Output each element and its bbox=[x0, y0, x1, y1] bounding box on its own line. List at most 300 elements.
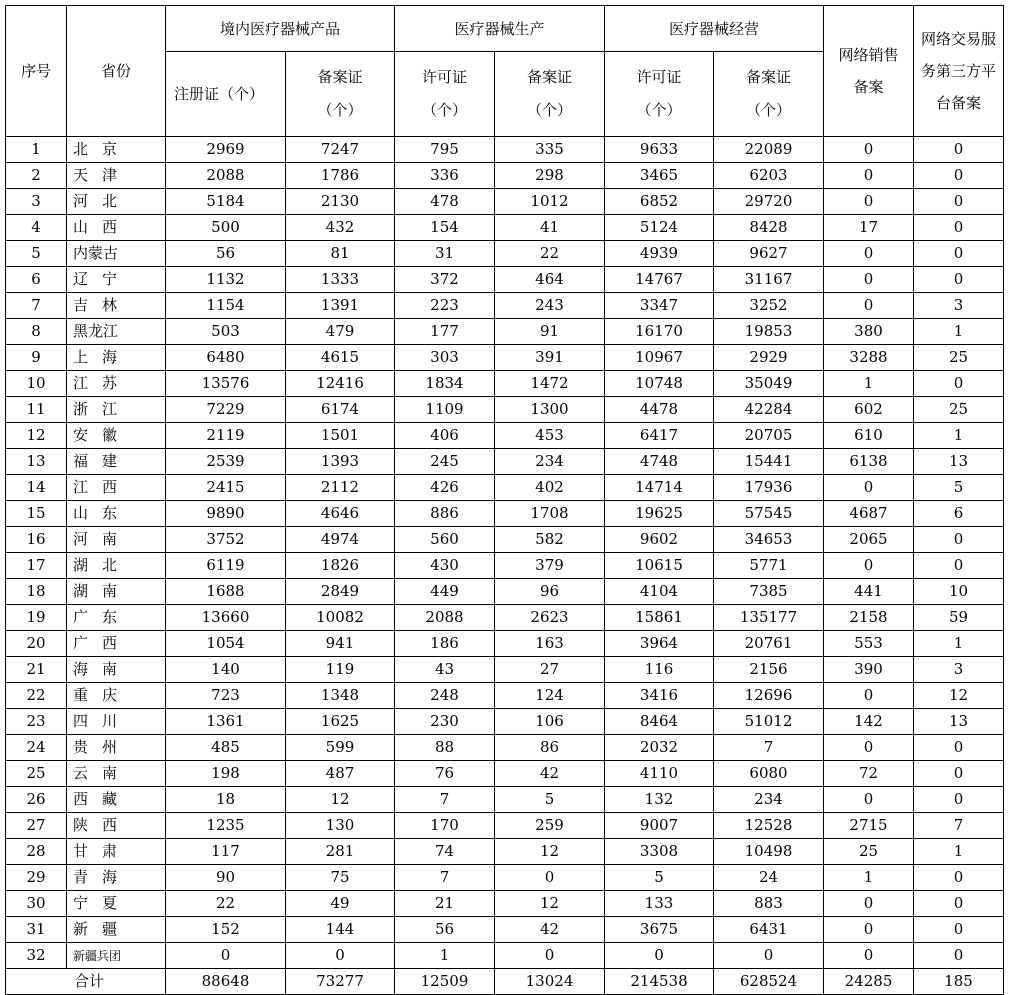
row-province: 宁夏 bbox=[67, 891, 166, 917]
row-cell-c2: 941 bbox=[286, 631, 395, 657]
table-row bbox=[6, 891, 1004, 917]
row-cell-c3: 430 bbox=[395, 553, 495, 579]
row-cell-c7: 0 bbox=[824, 475, 914, 501]
row-cell-c8: 10 bbox=[914, 579, 1004, 605]
row-seq: 14 bbox=[6, 475, 67, 501]
row-cell-c8: 0 bbox=[914, 761, 1004, 787]
row-cell-c6: 5771 bbox=[714, 553, 824, 579]
table-row bbox=[6, 605, 1004, 631]
row-seq: 18 bbox=[6, 579, 67, 605]
row-province: 黑龙江 bbox=[67, 319, 166, 345]
row-cell-c2: 1501 bbox=[286, 423, 395, 449]
row-cell-c8: 5 bbox=[914, 475, 1004, 501]
row-cell-c3: 177 bbox=[395, 319, 495, 345]
row-cell-c4: 1012 bbox=[495, 189, 605, 215]
row-cell-c4: 96 bbox=[495, 579, 605, 605]
row-cell-c7: 610 bbox=[824, 423, 914, 449]
row-cell-c2: 487 bbox=[286, 761, 395, 787]
row-cell-c8: 6 bbox=[914, 501, 1004, 527]
row-cell-c2: 1625 bbox=[286, 709, 395, 735]
row-seq: 17 bbox=[6, 553, 67, 579]
row-cell-c2: 599 bbox=[286, 735, 395, 761]
row-cell-c5: 16170 bbox=[605, 319, 714, 345]
row-cell-c2: 130 bbox=[286, 813, 395, 839]
row-cell-c4: 163 bbox=[495, 631, 605, 657]
row-cell-c2: 4615 bbox=[286, 345, 395, 371]
row-province: 四川 bbox=[67, 709, 166, 735]
row-cell-c5: 4478 bbox=[605, 397, 714, 423]
row-cell-c7: 390 bbox=[824, 657, 914, 683]
table-row bbox=[6, 839, 1004, 865]
row-cell-c5: 9633 bbox=[605, 137, 714, 163]
row-province: 新疆 bbox=[67, 917, 166, 943]
row-cell-c6: 34653 bbox=[714, 527, 824, 553]
row-seq: 29 bbox=[6, 865, 67, 891]
row-seq: 1 bbox=[6, 137, 67, 163]
row-province: 江苏 bbox=[67, 371, 166, 397]
row-cell-c1: 140 bbox=[166, 657, 286, 683]
table-row bbox=[6, 267, 1004, 293]
row-cell-c4: 379 bbox=[495, 553, 605, 579]
row-seq: 4 bbox=[6, 215, 67, 241]
row-cell-c4: 86 bbox=[495, 735, 605, 761]
row-cell-c5: 132 bbox=[605, 787, 714, 813]
row-cell-c6: 0 bbox=[714, 943, 824, 969]
row-cell-c1: 7229 bbox=[166, 397, 286, 423]
row-cell-c2: 1786 bbox=[286, 163, 395, 189]
row-cell-c3: 478 bbox=[395, 189, 495, 215]
row-cell-c3: 154 bbox=[395, 215, 495, 241]
row-cell-c3: 43 bbox=[395, 657, 495, 683]
row-cell-c2: 119 bbox=[286, 657, 395, 683]
row-cell-c1: 1688 bbox=[166, 579, 286, 605]
row-cell-c8: 3 bbox=[914, 293, 1004, 319]
row-cell-c5: 14714 bbox=[605, 475, 714, 501]
table-row bbox=[6, 163, 1004, 189]
row-cell-c8: 0 bbox=[914, 943, 1004, 969]
row-cell-c2: 2849 bbox=[286, 579, 395, 605]
total-cell: 214538 bbox=[605, 969, 714, 995]
row-cell-c7: 441 bbox=[824, 579, 914, 605]
row-cell-c1: 1132 bbox=[166, 267, 286, 293]
row-cell-c3: 1834 bbox=[395, 371, 495, 397]
row-cell-c2: 7247 bbox=[286, 137, 395, 163]
table-row bbox=[6, 683, 1004, 709]
row-cell-c7: 2158 bbox=[824, 605, 914, 631]
row-cell-c4: 402 bbox=[495, 475, 605, 501]
total-row bbox=[6, 969, 1004, 995]
row-cell-c8: 0 bbox=[914, 267, 1004, 293]
row-cell-c6: 3252 bbox=[714, 293, 824, 319]
row-cell-c3: 88 bbox=[395, 735, 495, 761]
row-cell-c6: 234 bbox=[714, 787, 824, 813]
row-cell-c5: 6852 bbox=[605, 189, 714, 215]
row-cell-c6: 35049 bbox=[714, 371, 824, 397]
total-cell: 24285 bbox=[824, 969, 914, 995]
row-cell-c1: 152 bbox=[166, 917, 286, 943]
row-cell-c1: 6119 bbox=[166, 553, 286, 579]
row-cell-c5: 3964 bbox=[605, 631, 714, 657]
row-cell-c2: 4974 bbox=[286, 527, 395, 553]
row-province: 西藏 bbox=[67, 787, 166, 813]
row-cell-c2: 2130 bbox=[286, 189, 395, 215]
row-province: 湖北 bbox=[67, 553, 166, 579]
row-province: 天津 bbox=[67, 163, 166, 189]
row-cell-c1: 2969 bbox=[166, 137, 286, 163]
row-cell-c1: 485 bbox=[166, 735, 286, 761]
row-seq: 23 bbox=[6, 709, 67, 735]
table-row bbox=[6, 319, 1004, 345]
row-seq: 31 bbox=[6, 917, 67, 943]
row-seq: 25 bbox=[6, 761, 67, 787]
row-cell-c8: 0 bbox=[914, 241, 1004, 267]
row-cell-c1: 5184 bbox=[166, 189, 286, 215]
row-cell-c3: 76 bbox=[395, 761, 495, 787]
row-cell-c5: 3465 bbox=[605, 163, 714, 189]
row-cell-c1: 117 bbox=[166, 839, 286, 865]
row-cell-c1: 9890 bbox=[166, 501, 286, 527]
row-cell-c4: 1708 bbox=[495, 501, 605, 527]
row-cell-c3: 186 bbox=[395, 631, 495, 657]
total-cell: 628524 bbox=[714, 969, 824, 995]
row-cell-c6: 20761 bbox=[714, 631, 824, 657]
row-province: 内蒙古 bbox=[67, 241, 166, 267]
total-cell: 88648 bbox=[166, 969, 286, 995]
row-cell-c6: 29720 bbox=[714, 189, 824, 215]
table-row bbox=[6, 709, 1004, 735]
row-cell-c3: 248 bbox=[395, 683, 495, 709]
row-cell-c3: 74 bbox=[395, 839, 495, 865]
row-seq: 15 bbox=[6, 501, 67, 527]
row-cell-c4: 1300 bbox=[495, 397, 605, 423]
table-row bbox=[6, 553, 1004, 579]
row-cell-c8: 0 bbox=[914, 163, 1004, 189]
row-cell-c2: 1348 bbox=[286, 683, 395, 709]
row-cell-c1: 2088 bbox=[166, 163, 286, 189]
header-filing-cert-products: 备案证（个） bbox=[286, 52, 395, 137]
row-cell-c8: 0 bbox=[914, 137, 1004, 163]
row-cell-c4: 1472 bbox=[495, 371, 605, 397]
row-cell-c8: 0 bbox=[914, 735, 1004, 761]
row-cell-c7: 4687 bbox=[824, 501, 914, 527]
row-cell-c7: 3288 bbox=[824, 345, 914, 371]
row-cell-c5: 10748 bbox=[605, 371, 714, 397]
table-row bbox=[6, 397, 1004, 423]
row-cell-c4: 124 bbox=[495, 683, 605, 709]
row-province: 山东 bbox=[67, 501, 166, 527]
row-cell-c4: 464 bbox=[495, 267, 605, 293]
row-cell-c3: 1 bbox=[395, 943, 495, 969]
row-cell-c7: 2715 bbox=[824, 813, 914, 839]
row-cell-c7: 6138 bbox=[824, 449, 914, 475]
row-cell-c6: 7 bbox=[714, 735, 824, 761]
row-cell-c3: 7 bbox=[395, 865, 495, 891]
row-province: 贵州 bbox=[67, 735, 166, 761]
total-cell: 12509 bbox=[395, 969, 495, 995]
row-cell-c2: 81 bbox=[286, 241, 395, 267]
row-cell-c8: 0 bbox=[914, 527, 1004, 553]
table-row bbox=[6, 527, 1004, 553]
row-seq: 21 bbox=[6, 657, 67, 683]
row-cell-c6: 31167 bbox=[714, 267, 824, 293]
row-cell-c1: 18 bbox=[166, 787, 286, 813]
row-cell-c7: 0 bbox=[824, 553, 914, 579]
row-cell-c4: 453 bbox=[495, 423, 605, 449]
row-cell-c6: 135177 bbox=[714, 605, 824, 631]
row-cell-c3: 795 bbox=[395, 137, 495, 163]
total-cell: 73277 bbox=[286, 969, 395, 995]
row-province: 上海 bbox=[67, 345, 166, 371]
row-cell-c8: 0 bbox=[914, 917, 1004, 943]
row-province: 安徽 bbox=[67, 423, 166, 449]
row-cell-c8: 13 bbox=[914, 709, 1004, 735]
row-cell-c4: 0 bbox=[495, 865, 605, 891]
row-cell-c1: 503 bbox=[166, 319, 286, 345]
row-cell-c7: 0 bbox=[824, 267, 914, 293]
row-cell-c3: 21 bbox=[395, 891, 495, 917]
table-row bbox=[6, 787, 1004, 813]
row-cell-c5: 10615 bbox=[605, 553, 714, 579]
row-cell-c3: 56 bbox=[395, 917, 495, 943]
row-cell-c1: 2119 bbox=[166, 423, 286, 449]
row-seq: 12 bbox=[6, 423, 67, 449]
row-cell-c3: 372 bbox=[395, 267, 495, 293]
total-cell: 13024 bbox=[495, 969, 605, 995]
row-cell-c5: 8464 bbox=[605, 709, 714, 735]
row-cell-c5: 3416 bbox=[605, 683, 714, 709]
table-row bbox=[6, 189, 1004, 215]
row-cell-c1: 2415 bbox=[166, 475, 286, 501]
row-cell-c6: 17936 bbox=[714, 475, 824, 501]
row-cell-c4: 41 bbox=[495, 215, 605, 241]
row-cell-c1: 3752 bbox=[166, 527, 286, 553]
row-cell-c7: 25 bbox=[824, 839, 914, 865]
row-cell-c1: 723 bbox=[166, 683, 286, 709]
table-row bbox=[6, 345, 1004, 371]
row-cell-c5: 3308 bbox=[605, 839, 714, 865]
row-province: 青海 bbox=[67, 865, 166, 891]
row-cell-c7: 1 bbox=[824, 371, 914, 397]
row-cell-c8: 0 bbox=[914, 865, 1004, 891]
row-cell-c6: 9627 bbox=[714, 241, 824, 267]
row-cell-c5: 4110 bbox=[605, 761, 714, 787]
row-seq: 19 bbox=[6, 605, 67, 631]
row-cell-c4: 12 bbox=[495, 891, 605, 917]
row-cell-c7: 0 bbox=[824, 241, 914, 267]
row-cell-c2: 2112 bbox=[286, 475, 395, 501]
row-cell-c1: 22 bbox=[166, 891, 286, 917]
row-cell-c2: 1826 bbox=[286, 553, 395, 579]
row-cell-c8: 0 bbox=[914, 787, 1004, 813]
row-cell-c8: 1 bbox=[914, 319, 1004, 345]
row-seq: 32 bbox=[6, 943, 67, 969]
row-province: 山西 bbox=[67, 215, 166, 241]
row-cell-c6: 10498 bbox=[714, 839, 824, 865]
row-cell-c2: 144 bbox=[286, 917, 395, 943]
row-cell-c5: 10967 bbox=[605, 345, 714, 371]
row-cell-c5: 19625 bbox=[605, 501, 714, 527]
header-group-business: 医疗器械经营 bbox=[605, 6, 824, 52]
row-cell-c1: 13576 bbox=[166, 371, 286, 397]
row-cell-c5: 133 bbox=[605, 891, 714, 917]
row-cell-c8: 3 bbox=[914, 657, 1004, 683]
row-cell-c3: 2088 bbox=[395, 605, 495, 631]
table-row bbox=[6, 657, 1004, 683]
row-province: 广东 bbox=[67, 605, 166, 631]
row-cell-c2: 432 bbox=[286, 215, 395, 241]
row-cell-c7: 142 bbox=[824, 709, 914, 735]
row-cell-c8: 25 bbox=[914, 345, 1004, 371]
row-province: 北京 bbox=[67, 137, 166, 163]
row-seq: 20 bbox=[6, 631, 67, 657]
row-cell-c6: 2929 bbox=[714, 345, 824, 371]
header-license-production: 许可证（个） bbox=[395, 52, 495, 137]
row-province: 海南 bbox=[67, 657, 166, 683]
row-seq: 6 bbox=[6, 267, 67, 293]
header-province: 省份 bbox=[67, 6, 166, 137]
row-seq: 28 bbox=[6, 839, 67, 865]
row-seq: 2 bbox=[6, 163, 67, 189]
row-cell-c6: 7385 bbox=[714, 579, 824, 605]
row-cell-c2: 1391 bbox=[286, 293, 395, 319]
row-cell-c1: 1235 bbox=[166, 813, 286, 839]
row-cell-c8: 12 bbox=[914, 683, 1004, 709]
row-cell-c4: 234 bbox=[495, 449, 605, 475]
row-province: 河南 bbox=[67, 527, 166, 553]
row-cell-c4: 27 bbox=[495, 657, 605, 683]
row-cell-c4: 391 bbox=[495, 345, 605, 371]
row-seq: 26 bbox=[6, 787, 67, 813]
row-cell-c1: 1154 bbox=[166, 293, 286, 319]
row-cell-c5: 5124 bbox=[605, 215, 714, 241]
table-row bbox=[6, 917, 1004, 943]
row-cell-c5: 9602 bbox=[605, 527, 714, 553]
row-cell-c5: 116 bbox=[605, 657, 714, 683]
row-cell-c4: 5 bbox=[495, 787, 605, 813]
row-cell-c7: 0 bbox=[824, 787, 914, 813]
row-seq: 11 bbox=[6, 397, 67, 423]
table-row bbox=[6, 943, 1004, 969]
row-cell-c8: 59 bbox=[914, 605, 1004, 631]
header-filing-cert-business: 备案证（个） bbox=[714, 52, 824, 137]
row-seq: 27 bbox=[6, 813, 67, 839]
row-cell-c7: 2065 bbox=[824, 527, 914, 553]
row-cell-c5: 14767 bbox=[605, 267, 714, 293]
row-province: 湖南 bbox=[67, 579, 166, 605]
row-cell-c7: 72 bbox=[824, 761, 914, 787]
row-cell-c4: 2623 bbox=[495, 605, 605, 631]
row-cell-c2: 0 bbox=[286, 943, 395, 969]
row-cell-c2: 4646 bbox=[286, 501, 395, 527]
header-license-business: 许可证（个） bbox=[605, 52, 714, 137]
row-seq: 22 bbox=[6, 683, 67, 709]
row-cell-c4: 259 bbox=[495, 813, 605, 839]
row-seq: 13 bbox=[6, 449, 67, 475]
row-seq: 3 bbox=[6, 189, 67, 215]
row-cell-c6: 12528 bbox=[714, 813, 824, 839]
table-row bbox=[6, 137, 1004, 163]
row-cell-c2: 281 bbox=[286, 839, 395, 865]
row-province: 河北 bbox=[67, 189, 166, 215]
table-row bbox=[6, 215, 1004, 241]
row-cell-c4: 0 bbox=[495, 943, 605, 969]
row-cell-c5: 3675 bbox=[605, 917, 714, 943]
row-cell-c3: 303 bbox=[395, 345, 495, 371]
row-province: 浙江 bbox=[67, 397, 166, 423]
row-cell-c8: 1 bbox=[914, 839, 1004, 865]
row-cell-c6: 6203 bbox=[714, 163, 824, 189]
row-province: 福建 bbox=[67, 449, 166, 475]
row-province: 甘肃 bbox=[67, 839, 166, 865]
row-cell-c3: 223 bbox=[395, 293, 495, 319]
row-cell-c5: 0 bbox=[605, 943, 714, 969]
row-cell-c6: 42284 bbox=[714, 397, 824, 423]
row-province: 广西 bbox=[67, 631, 166, 657]
total-label: 合计 bbox=[6, 969, 166, 995]
row-cell-c3: 245 bbox=[395, 449, 495, 475]
row-province: 新疆兵团 bbox=[67, 943, 166, 969]
row-cell-c8: 0 bbox=[914, 553, 1004, 579]
row-cell-c7: 0 bbox=[824, 891, 914, 917]
row-cell-c7: 0 bbox=[824, 293, 914, 319]
row-cell-c3: 406 bbox=[395, 423, 495, 449]
row-cell-c3: 426 bbox=[395, 475, 495, 501]
row-cell-c4: 335 bbox=[495, 137, 605, 163]
row-cell-c2: 479 bbox=[286, 319, 395, 345]
row-cell-c1: 56 bbox=[166, 241, 286, 267]
row-cell-c7: 0 bbox=[824, 917, 914, 943]
row-seq: 24 bbox=[6, 735, 67, 761]
row-cell-c8: 1 bbox=[914, 423, 1004, 449]
row-cell-c3: 886 bbox=[395, 501, 495, 527]
header-registration-cert: 注册证（个） bbox=[166, 52, 286, 137]
row-cell-c1: 6480 bbox=[166, 345, 286, 371]
row-cell-c8: 0 bbox=[914, 215, 1004, 241]
row-cell-c6: 15441 bbox=[714, 449, 824, 475]
row-province: 云南 bbox=[67, 761, 166, 787]
row-cell-c8: 0 bbox=[914, 891, 1004, 917]
table-row bbox=[6, 449, 1004, 475]
row-cell-c6: 6431 bbox=[714, 917, 824, 943]
row-cell-c6: 22089 bbox=[714, 137, 824, 163]
row-cell-c1: 1361 bbox=[166, 709, 286, 735]
row-cell-c8: 1 bbox=[914, 631, 1004, 657]
row-cell-c3: 1109 bbox=[395, 397, 495, 423]
row-cell-c4: 22 bbox=[495, 241, 605, 267]
total-cell: 185 bbox=[914, 969, 1004, 995]
row-seq: 10 bbox=[6, 371, 67, 397]
row-cell-c8: 7 bbox=[914, 813, 1004, 839]
row-cell-c7: 0 bbox=[824, 735, 914, 761]
row-cell-c2: 12416 bbox=[286, 371, 395, 397]
row-cell-c5: 9007 bbox=[605, 813, 714, 839]
row-cell-c3: 449 bbox=[395, 579, 495, 605]
row-province: 重庆 bbox=[67, 683, 166, 709]
row-cell-c6: 8428 bbox=[714, 215, 824, 241]
header-group-production: 医疗器械生产 bbox=[395, 6, 605, 52]
header-group-domestic-products: 境内医疗器械产品 bbox=[166, 6, 395, 52]
row-cell-c8: 13 bbox=[914, 449, 1004, 475]
table-row bbox=[6, 501, 1004, 527]
table-row bbox=[6, 579, 1004, 605]
table-row bbox=[6, 371, 1004, 397]
row-cell-c7: 17 bbox=[824, 215, 914, 241]
table-row bbox=[6, 631, 1004, 657]
row-cell-c7: 553 bbox=[824, 631, 914, 657]
row-cell-c7: 0 bbox=[824, 943, 914, 969]
table-row bbox=[6, 865, 1004, 891]
row-cell-c5: 4748 bbox=[605, 449, 714, 475]
